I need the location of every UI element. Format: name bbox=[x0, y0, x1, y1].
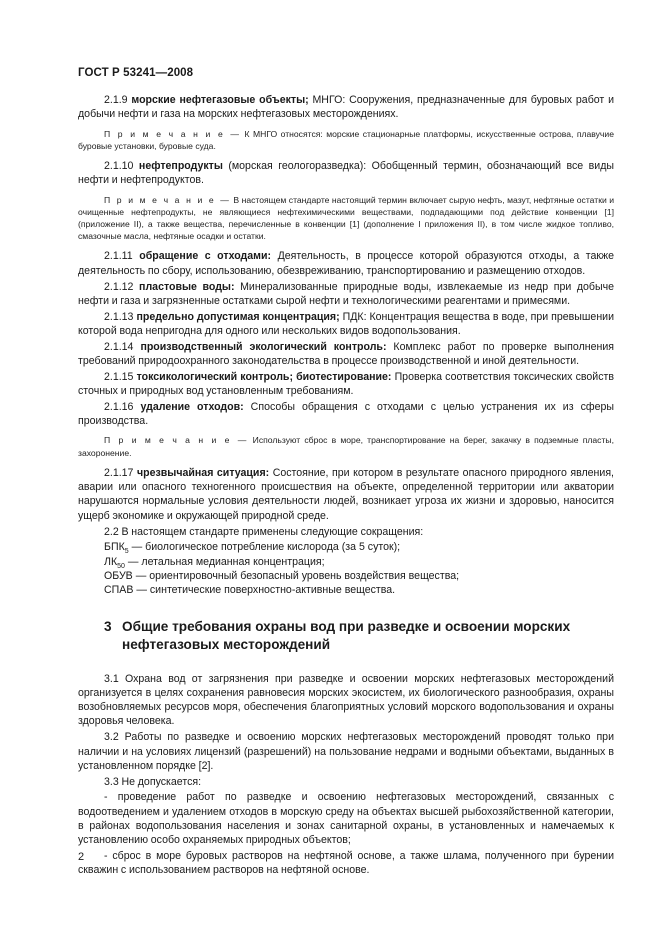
definition-paragraph bbox=[78, 466, 614, 523]
clause-2-2: 2.2 В настоящем стандарте применены следующие сокращения: bbox=[104, 525, 424, 538]
definition-number: 2.1.17 bbox=[104, 466, 134, 479]
definition-paragraph bbox=[78, 370, 614, 399]
definition-text: Способы обращения с отходами с целью устранения их из сферы производства. bbox=[78, 400, 614, 428]
definition-text: МНГО: Сооружения, предназначенные для буровых работ и добычи нефти и газа на морских нефтегазовых месторождениях. bbox=[78, 94, 615, 121]
definition-number: 2.1.9 bbox=[104, 94, 128, 106]
abbreviation-meaning: — ориентировочный безопасный уровень воздействия вещества; bbox=[132, 569, 460, 582]
definition-text: (морская геологоразведка): Обобщенный термин, обозначающий все виды нефти и нефтепродуктов. bbox=[78, 160, 614, 187]
note-label: П р и м е ч а н и е — bbox=[104, 128, 242, 139]
definition-number: 2.1.12 bbox=[104, 280, 134, 293]
abbreviation-meaning: — биологическое потребление кислорода (за 5 суток); bbox=[128, 541, 401, 554]
definition-text: Проверка соответствия токсических свойств сточных и природных вод установленным требованиям. bbox=[78, 370, 614, 398]
definition-text: Минерализованные природные воды, извлекаемые из недр при добыче нефти и газа и загрязненные остатками сырой нефти и технологическими реагентами и примесями. bbox=[78, 280, 614, 307]
definition-number: 2.1.11 bbox=[104, 250, 133, 263]
definition-term: удаление отходов: bbox=[140, 400, 244, 413]
note-paragraph bbox=[78, 194, 614, 243]
definition-paragraph bbox=[78, 340, 614, 369]
section-3-number: 3 bbox=[104, 618, 112, 634]
note-text: К МНГО относятся: морские стационарные платформы, искусственные острова, плавучие буровые установки, буровые суда. bbox=[78, 128, 614, 151]
section-3-paragraph: 3.3 Не допускается: bbox=[104, 775, 202, 788]
abbreviation-item bbox=[78, 555, 614, 569]
definition-paragraph bbox=[78, 400, 614, 429]
definition-text: ПДК: Концентрация вещества в воде, при превышении которой вода непригодна для одного или нескольких видов водопользования. bbox=[78, 310, 615, 337]
definition-text: Деятельность, в процессе которой образуются отходы, а также деятельность по сбору, использованию, обезвреживанию, транспортированию и размещению отходов. bbox=[78, 250, 614, 277]
abbreviation-meaning: — синтетические поверхностно-активные вещества. bbox=[133, 584, 396, 597]
abbreviation-subscript: 5 bbox=[124, 548, 129, 556]
section-3-paragraph: - проведение работ по разведке и освоению нефтегазовых месторождений, связанных с водоотведением и удалением отходов в морскую среду на объектах высшей рыбохозяйственной категории, в районах водопользования населения и зонах санитарной охраны, в установленных и намечаемых к установлению особо охраняемых природных объектов; bbox=[78, 791, 614, 847]
abbreviation-meaning: — летальная медианная концентрация; bbox=[124, 555, 325, 568]
section-3-paragraph: 3.1 Охрана вод от загрязнения при разведке и освоении морских нефтегазовых месторождений организуется в целях сохранения равновесия морских экосистем, их биологического разнообразия, охраны возобновляемых ресурсов моря, обеспечения благоприятных условий морского водопользования и охраны здоровья человека. bbox=[78, 672, 614, 728]
note-paragraph bbox=[78, 128, 614, 152]
definition-paragraph bbox=[78, 310, 614, 339]
definition-term: морские нефтегазовые объекты; bbox=[131, 94, 309, 106]
abbreviation-code: СПАВ bbox=[104, 584, 134, 597]
note-label: П р и м е ч а н и е — bbox=[104, 194, 231, 205]
page-number: 2 bbox=[78, 851, 85, 863]
section-3-heading: Общие требования охраны вод при разведке и освоении морских нефтегазовых месторождений bbox=[122, 618, 571, 652]
definition-text: Состояние, при котором в результате опасного природного явления, аварии или опасного техногенного происшествия на объекте, определенной территории или акватории нарушаются нормальные условия деятельности людей, возникает угроза их жизни и здоровью, наносится ущерб экономике и окружающей природной среде. bbox=[78, 466, 615, 522]
definition-term: предельно допустимая концентрация; bbox=[136, 310, 340, 323]
page-header: ГОСТ Р 53241—2008 bbox=[78, 67, 194, 79]
definition-number: 2.1.13 bbox=[104, 310, 134, 323]
definition-term: пластовые воды: bbox=[139, 280, 235, 293]
definition-term: нефтепродукты bbox=[138, 160, 223, 172]
definitions-list bbox=[78, 93, 614, 523]
definition-term: чрезвычайная ситуация: bbox=[137, 466, 270, 479]
section-3-paragraph: - сброс в море буровых растворов на нефтяной основе, а также шлама, полученного при бурении скважин с использованием растворов на нефтяной основе. bbox=[78, 850, 614, 877]
definition-term: производственный экологический контроль: bbox=[140, 340, 387, 353]
note-text: Используют сброс в море, транспортирование на берег, закачку в подземные пласты, захоронение. bbox=[78, 435, 614, 458]
note-text: В настоящем стандарте настоящий термин включает сырую нефть, мазут, нефтяные остатки и очищенные нефтепродукты, не являющиеся нефтехимическими веществами, подпадающими под действие конвенции [1] (приложение II), а также вещества, перечисленные в конвенции [1] (дополнение I приложения II), в том числе жидкое топливо, смазочные масла, нефтяные осадки и остатки. bbox=[78, 194, 614, 242]
note-label: П р и м е ч а н и е — bbox=[104, 435, 249, 446]
abbreviations-list bbox=[78, 540, 614, 597]
abbreviation-item bbox=[78, 569, 614, 583]
section-3-body bbox=[78, 672, 614, 878]
abbreviation-item bbox=[78, 583, 614, 597]
abbreviation-item bbox=[78, 540, 614, 554]
definition-number: 2.1.14 bbox=[104, 340, 134, 353]
definition-paragraph bbox=[78, 93, 614, 122]
definition-paragraph bbox=[78, 159, 614, 188]
abbreviation-code: ОБУВ bbox=[104, 569, 133, 582]
definition-number: 2.1.15 bbox=[104, 370, 134, 383]
definition-term: обращение с отходами: bbox=[139, 250, 272, 263]
definition-text: Комплекс работ по проверке выполнения требований природоохранного законодательства в процессе производственной и иной деятельности. bbox=[78, 340, 614, 367]
abbreviation-code: БПК bbox=[104, 541, 125, 554]
page-content bbox=[78, 93, 614, 879]
definition-number: 2.1.10 bbox=[104, 160, 134, 172]
abbreviation-code: ЛК bbox=[104, 555, 118, 568]
definition-number: 2.1.16 bbox=[104, 400, 134, 413]
section-3-paragraph: 3.2 Работы по разведке и освоению морских нефтегазовых месторождений проводят только при наличии и на условиях лицензий (разрешений) на пользование недрами и водными объектами, выданных в установленном порядке [2]. bbox=[78, 731, 614, 772]
abbreviation-subscript: 50 bbox=[117, 562, 125, 570]
note-paragraph bbox=[78, 434, 614, 458]
definition-paragraph bbox=[78, 249, 614, 278]
definition-paragraph bbox=[78, 280, 614, 309]
definition-term: токсикологический контроль; биотестирование: bbox=[136, 370, 392, 383]
section-3-title bbox=[78, 618, 614, 654]
